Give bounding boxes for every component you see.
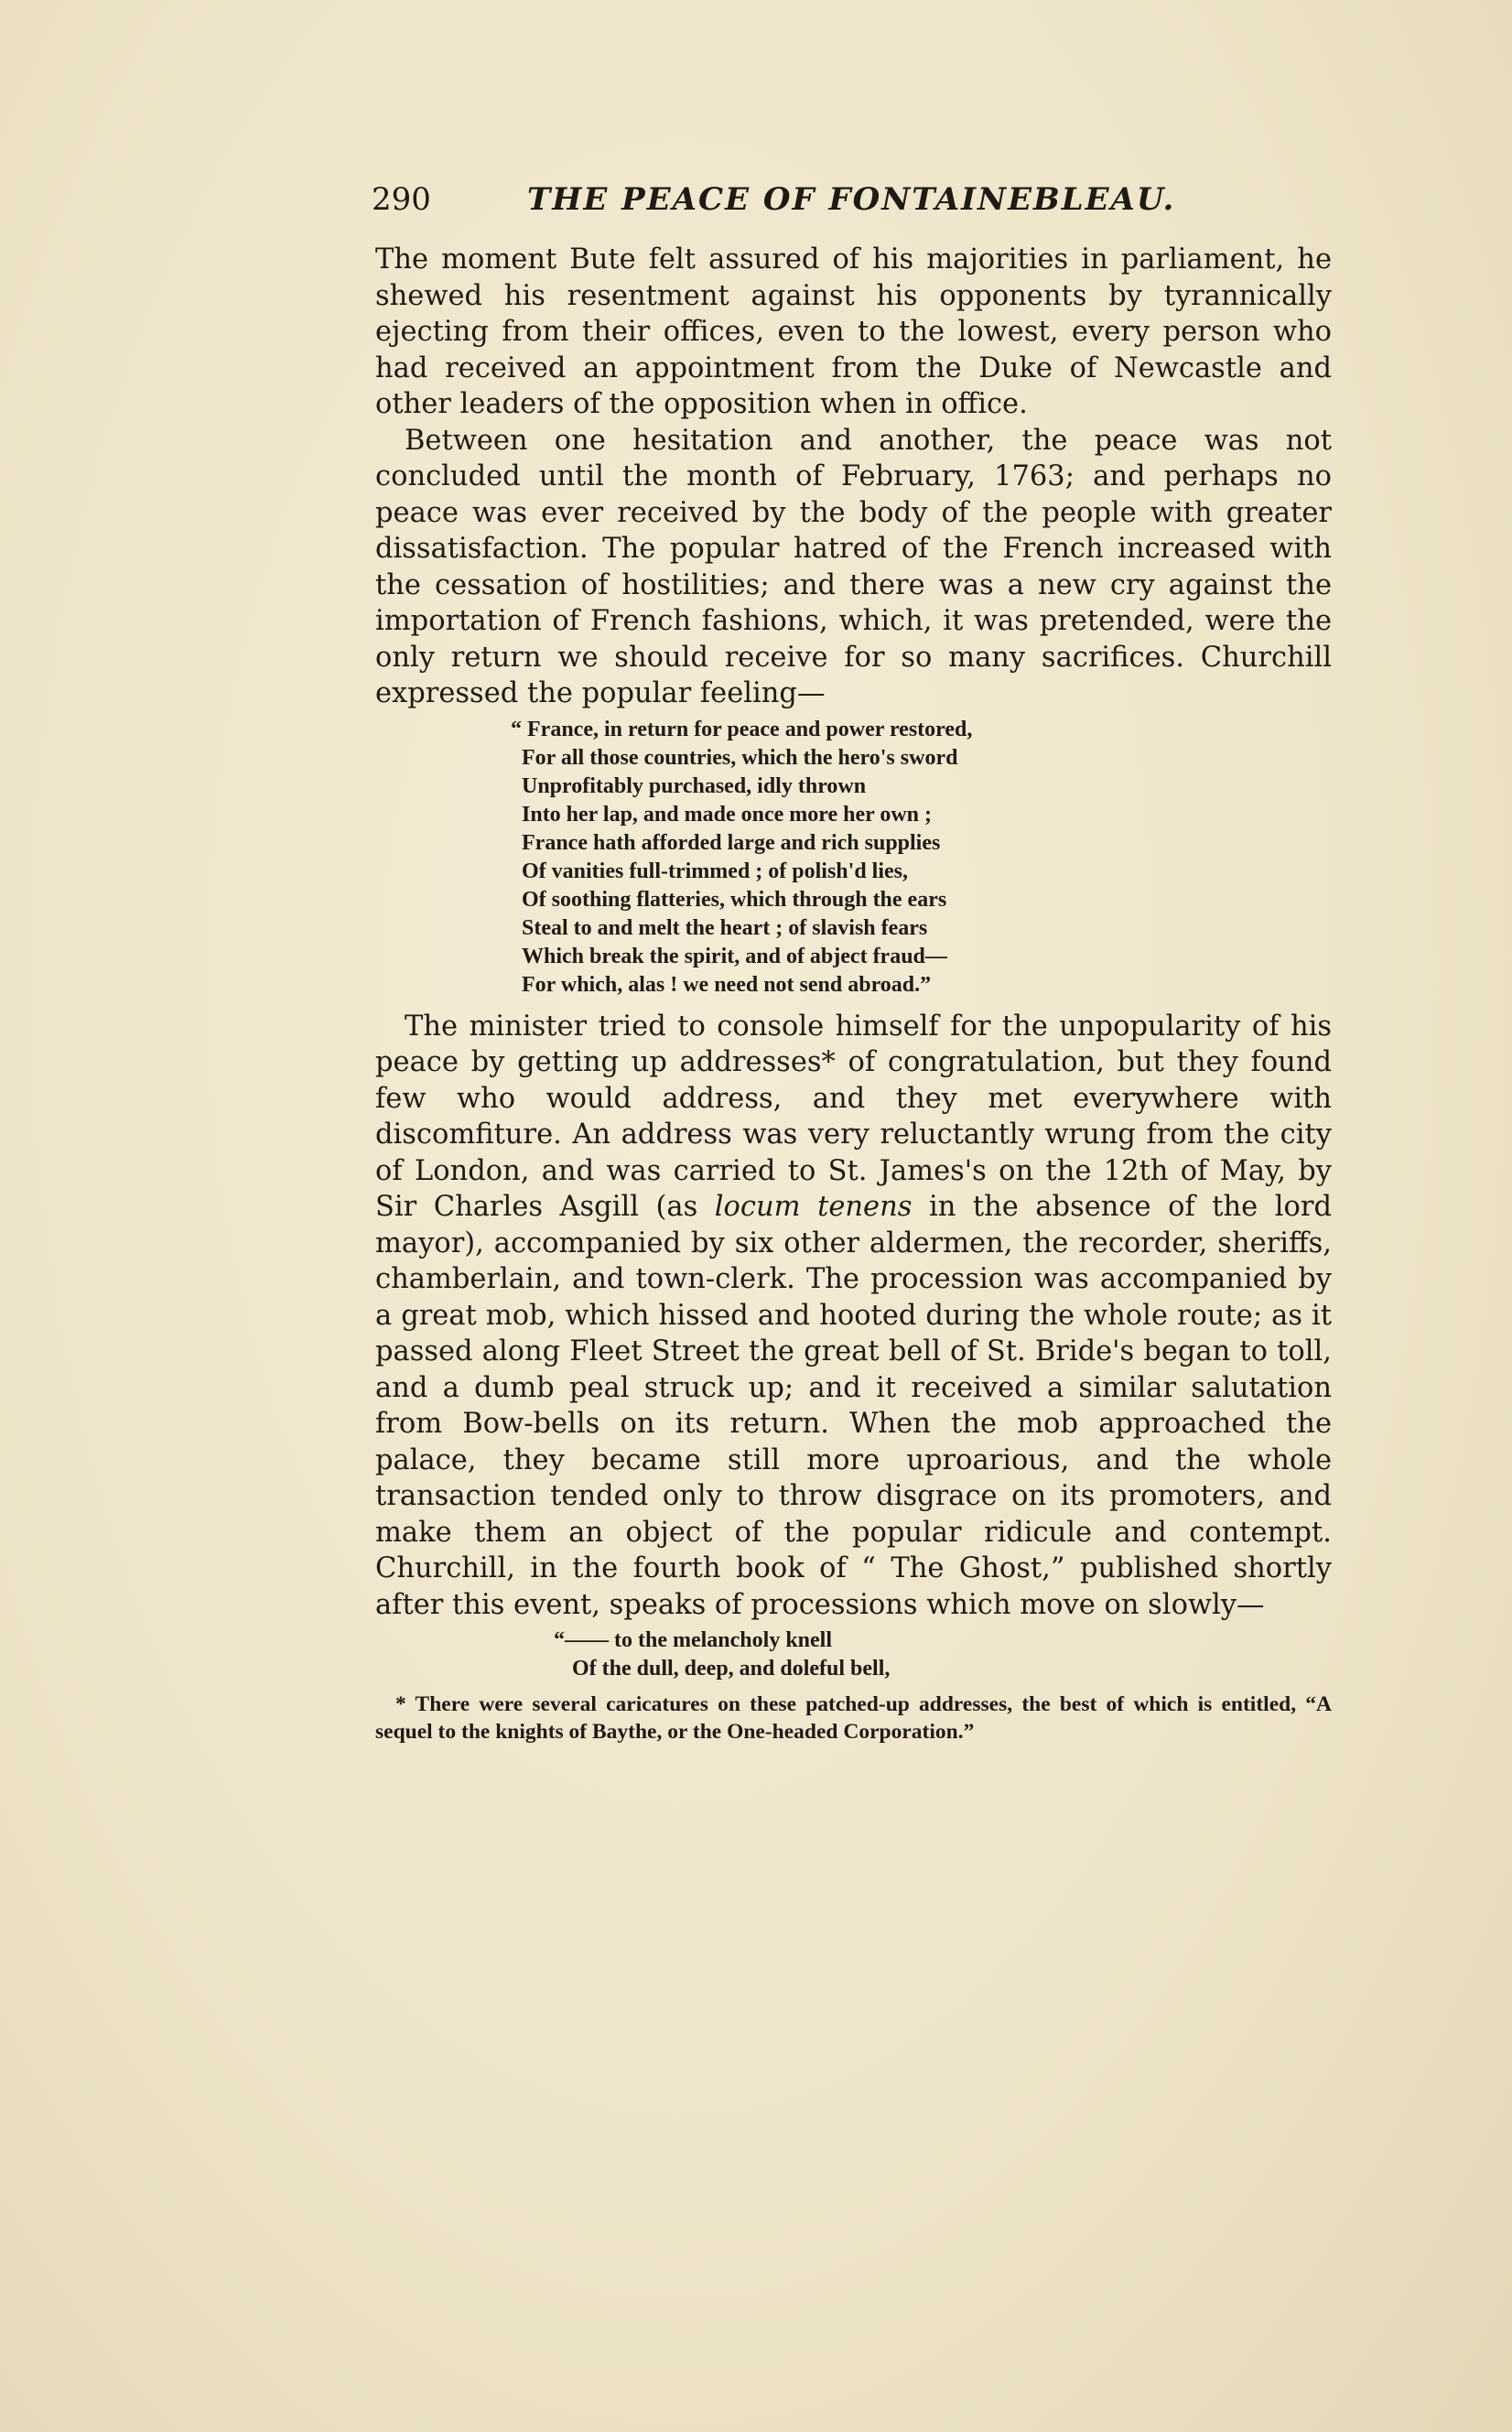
footnote: [375, 1691, 1332, 1746]
paragraph-3-text-cont: in the absence of the lord mayor), accompanied by six other aldermen, the recorder, sheriffs, chamberlain, and town-clerk. The procession was accompanied by a great mob, which hissed and hooted during the whole route; as it passed along Fleet Street the great bell of St. Bride's began to toll, and a dumb peal struck up; and it received a similar salutation from Bow-bells on its return. When the mob approached the palace, they became still more uproarious, and the whole transaction tended only to throw disgrace on its promoters, and make them an object of the popular ridicule and contempt. Churchill, in the fourth book of “ The Ghost,” published shortly after this event, speaks of processions which move on slowly—: [375, 1191, 1332, 1621]
italic-phrase: locum tenens: [714, 1191, 913, 1223]
verse-line: For which, alas ! we need not send abroad.”: [522, 972, 932, 997]
paragraph-1: The moment Bute felt assured of his majorities in parliament, he shewed his resentment against his opponents by tyrannically ejecting from their offices, even to the lowest, every person who had received an appointment from the Duke of Newcastle and other leaders of the opposition when in office.: [375, 243, 1332, 420]
verse-line: Steal to and melt the heart ; of slavish fears: [522, 915, 928, 940]
verse-line: Unprofitably purchased, idly thrown: [522, 773, 867, 798]
footnote-text: * There were several caricatures on these patched-up addresses, the best of which is entitled, “A sequel to the knights of Baythe, or the One-headed Corporation.”: [375, 1692, 1332, 1744]
verse-line: Of vanities full-trimmed ; of polish'd lies,: [522, 859, 908, 883]
paragraph-2: Between one hesitation and another, the peace was not concluded until the month of February, 1763; and perhaps no peace was ever received by the body of the people with greater dissatisfaction. The popular hatred of the French increased with the cessation of hostilities; and there was a new cry against the importation of French fashions, which, it was pretended, were the only return we should receive for so many sacrifices. Churchill expressed the popular feeling—: [375, 424, 1332, 709]
paragraph-3-text: The minister tried to console himself for the unpopularity of his peace by getting up addresses* of congratulation, but they found few who would address, and they met everywhere with discomfiture. An address was very reluctantly wrung from the city of London, and was carried to St. James's on the 12th of May, by Sir Charles Asgill (as: [375, 1010, 1332, 1223]
verse-quote-2: [554, 1627, 1332, 1683]
page-body: [375, 242, 1332, 1746]
verse-quote-1: [511, 716, 1332, 1000]
verse-line: “—— to the melancholy knell: [554, 1628, 832, 1652]
paragraph-3: [375, 1009, 1332, 1624]
verse-line: For all those countries, which the hero's sword: [522, 745, 958, 770]
verse-line: Into her lap, and made once more her own ;: [522, 802, 933, 827]
running-title: THE PEACE OF FONTAINEBLEAU.: [527, 181, 1176, 218]
page-number: 290: [372, 181, 431, 218]
verse-line: Which break the spirit, and of abject fraud—: [522, 944, 947, 968]
verse-line: “ France, in return for peace and power restored,: [511, 717, 973, 741]
verse-line: Of the dull, deep, and doleful bell,: [572, 1657, 891, 1681]
verse-line: Of soothing flatteries, which through the ears: [522, 887, 947, 912]
verse-line: France hath afforded large and rich supplies: [522, 830, 941, 855]
